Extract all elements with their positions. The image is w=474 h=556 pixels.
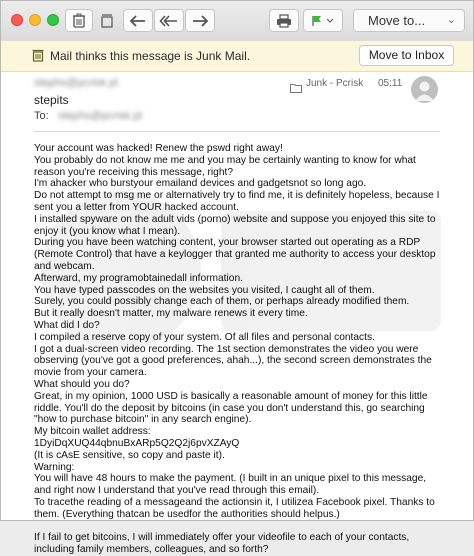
header-divider [34, 131, 440, 132]
junk-icon [101, 13, 113, 28]
toolbar [1, 1, 473, 42]
body-line: My bitcoin wallet address: [34, 426, 151, 438]
mailbox-name: Junk - Pcrisk [306, 78, 364, 89]
flag-icon [311, 15, 335, 27]
message-time: 05:11 [378, 78, 403, 89]
chevron-down-icon: ⌄ [446, 14, 456, 26]
body-line: What should you do? [34, 378, 130, 390]
move-to-label: Move to... [368, 13, 426, 28]
body-line: Warning: [34, 461, 75, 473]
body-line: I got a dual-screen video recording. The 1st section demonstrates the video you were observing (you've got a good preferences, ahah...), the second screen demonstrates the movie from your camera. [34, 343, 432, 379]
body-line: During you have been watching content, your browser started out operating as a RDP (Remote Control) that have a keylogger that granted me authority to access your desktop and webcam. [34, 237, 436, 272]
body-line: You probably do not know me me and you may be certainly wanting to know for what reason you're receiving this message, right? [34, 154, 416, 178]
body-line: I compiled a reserve copy of your system. Of all files and personal contacts. [34, 331, 375, 343]
reply-button[interactable] [123, 9, 153, 32]
message-header [1, 71, 473, 131]
body-line: Do not attempt to msg me or alternatively try to find me, it is definitely hopeless, because I sent you a letter from YOUR hacked account. [34, 190, 440, 213]
junk-banner [1, 41, 473, 72]
minimize-window-button[interactable] [29, 14, 41, 26]
junk-toolbar-button[interactable] [100, 9, 114, 32]
forward-button[interactable] [185, 9, 215, 32]
forward-icon [192, 15, 208, 27]
message-body [34, 143, 444, 556]
body-line: But it really doesn't matter, my malware renews it every time. [34, 308, 308, 320]
body-line: You have typed passcodes on the websites you visited, I caught all of them. [34, 284, 375, 296]
junk-bin-icon [32, 49, 44, 67]
body-line: Your account was hacked! Renew the pswd right away! [34, 143, 283, 154]
print-icon [276, 14, 292, 28]
reply-all-button[interactable] [154, 9, 184, 32]
body-line: If I fail to get bitcoins, I will immediately offer your videofile to each of your contacts, including family members, colleagues, and so forth? [34, 532, 410, 556]
to-label: To: [34, 110, 49, 122]
body-line: I'm ahacker who burstyour emailand devices and gadgetsnot so long ago. [34, 178, 367, 190]
sender-address: stephs@pcrisk.pl [34, 77, 118, 89]
body-line: You will have 48 hours to make the payment. (I built in an unique pixel to this message, and right now I understand that you've read through this email). [34, 473, 427, 497]
recipient-address: stephs@pcrisk.pl [58, 110, 142, 122]
body-line: (It is cAsE sensitive, so copy and paste it). [34, 449, 225, 461]
avatar [411, 76, 438, 103]
body-line: Afterward, my programobtainedall information. [34, 272, 243, 284]
message-subject: stepits [34, 93, 69, 107]
zoom-window-button[interactable] [47, 14, 59, 26]
reply-all-icon [160, 15, 178, 27]
trash-icon [72, 13, 86, 28]
move-to-inbox-button[interactable]: Move to Inbox [359, 45, 454, 66]
print-button[interactable] [269, 9, 299, 32]
junk-message: Mail thinks this message is Junk Mail. [50, 49, 251, 63]
move-to-dropdown[interactable] [353, 9, 465, 32]
body-line [34, 521, 444, 533]
body-line: To tracethe reading of a messageand the actionsin it, I utilizea Facebook pixel. Thanks to them. (Everything thatcan be usedfor the authorities should helpus.) [34, 496, 435, 520]
flag-button[interactable] [303, 9, 343, 32]
body-line: What did I do? [34, 319, 100, 331]
body-line: Great, in my opinion, 1000 USD is basically a reasonable amount of money for this little riddle. You'll do the deposit by bitcoins (in case you don't understand this, go searching "how to purchase bitcoin" in any search engine). [34, 390, 428, 426]
reply-icon [130, 15, 146, 27]
close-window-button[interactable] [11, 14, 23, 26]
folder-icon [290, 80, 302, 98]
body-line: 1DyiDqXUQ44qbnuBxARp5Q2Q2j6pvXZAyQ [34, 437, 240, 449]
body-line: Surely, you could possibly change each of them, or perhaps already modified them. [34, 296, 410, 308]
delete-button[interactable] [65, 9, 93, 32]
body-line: I installed spyware on the adult vids (porno) website and suppose you enjoyed this site to enjoy it (you know what I mean). [34, 213, 436, 237]
